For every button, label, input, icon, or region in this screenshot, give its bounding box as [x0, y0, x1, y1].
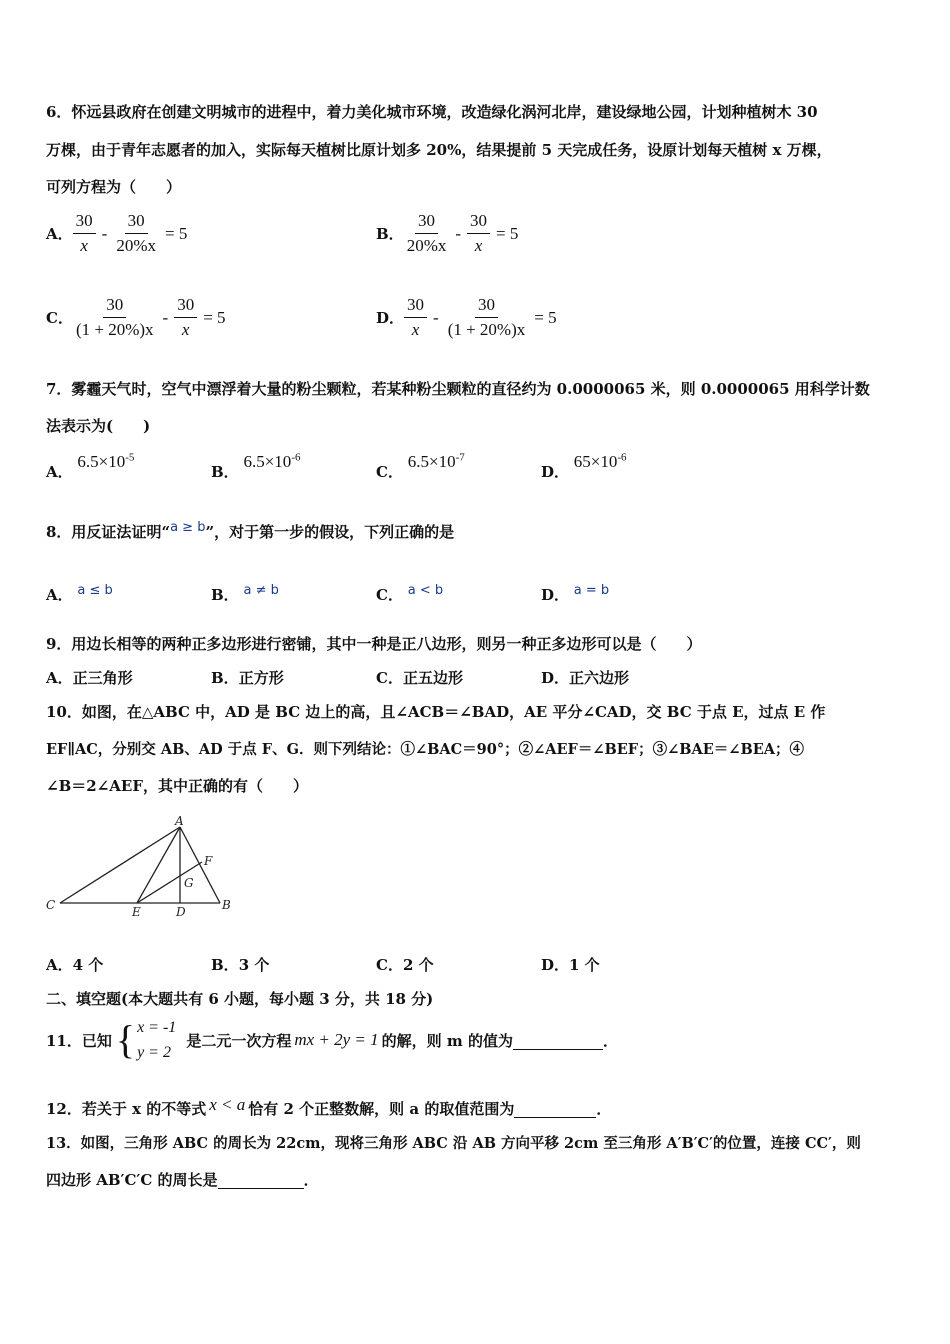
- q6-stem-line2: 万棵，由于青年志愿者的加入，实际每天植树比原计划多 20%，结果提前 5 天完成任务，设原计划每天植树 x 万棵，: [46, 141, 832, 159]
- segment-ae: [137, 827, 180, 903]
- q12-stem: 12．若关于 x 的不等式 x < a 恰有 2 个正整数解，则 a 的取值范围为 ．: [46, 1094, 612, 1118]
- q11-stem: 11．已知 { x = -1 y = 2 是二元一次方程 mx + 2y = 1 的解，则 m 的值为 ．: [46, 1012, 618, 1068]
- section-heading-fill-in: 二、填空题(本大题共有 6 小题，每小题 3 分，共 18 分): [46, 990, 434, 1008]
- fraction: $\frac{30}{20\%x}$: [116, 211, 156, 255]
- q8-stem: 8．用反证法证明“a ≥ b”，对于第一步的假设，下列正确的是: [46, 520, 455, 541]
- math-inline: a = b: [573, 583, 610, 598]
- q8-option-b[interactable]: [211, 578, 279, 604]
- q6-stem-line3: 可列方程为（ ）: [46, 178, 182, 196]
- fraction: $\frac{30}{x}$: [467, 211, 490, 256]
- option-letter: C．: [376, 463, 403, 481]
- sci-notation: $6.5\times 10^{-6}$: [243, 451, 301, 471]
- q10-option-c[interactable]: C．2 个: [376, 956, 434, 974]
- q6-option-d[interactable]: D． $\frac{30}{x}$ - $\frac{30}{(1 + 20\%)x}$ = 5: [376, 295, 557, 339]
- option-letter: D．: [541, 463, 570, 481]
- label-g: G: [184, 876, 194, 890]
- option-letter: D．: [376, 309, 405, 327]
- q7-stem-line1: 7．雾霾天气时，空气中漂浮着大量的粉尘颗粒，若某种粉尘颗粒的直径约为 0.0000065 米，则 0.0000065 用科学计数: [46, 380, 870, 398]
- q8-option-a[interactable]: [46, 578, 113, 604]
- option-letter: A．: [46, 586, 73, 604]
- label-f: F: [204, 854, 213, 868]
- q6-option-b[interactable]: B． $\frac{30}{20\%x}$ - $\frac{30}{x}$ = 5: [376, 211, 519, 255]
- equation-inline: mx + 2y = 1: [294, 1030, 379, 1049]
- fraction: $\frac{30}{x}$: [404, 295, 427, 340]
- option-letter: A．: [46, 463, 73, 481]
- equation-system: { x = -1 y = 2: [115, 1017, 177, 1062]
- q13-stem-line2: 四边形 AB′C′C 的周长是 ．: [46, 1171, 319, 1189]
- q7-option-b[interactable]: [211, 451, 301, 481]
- option-letter: B．: [211, 463, 239, 481]
- fraction: $\frac{30}{20\%x}$: [406, 211, 447, 255]
- q10-triangle-figure: [40, 815, 250, 925]
- label-c: C: [46, 898, 56, 912]
- q9-option-c[interactable]: C．正五边形: [376, 669, 463, 687]
- segment-ab: [180, 827, 220, 903]
- label-e: E: [132, 905, 141, 919]
- label-a: A: [175, 815, 184, 828]
- option-letter: A．: [46, 225, 73, 243]
- q10-option-b[interactable]: B．3 个: [211, 956, 270, 974]
- segment-ca: [60, 827, 180, 903]
- q10-option-d[interactable]: D．1 个: [541, 956, 600, 974]
- option-letter: B．: [211, 586, 239, 604]
- q13-stem-line1: 13．如图，三角形 ABC 的周长为 22cm，现将三角形 ABC 沿 AB 方向平移 2cm 至三角形 A′B′C′的位置，连接 CC′，则: [46, 1135, 861, 1152]
- q7-stem-line2: 法表示为( ): [46, 417, 151, 435]
- inequality-inline: x < a: [209, 1094, 246, 1114]
- answer-blank[interactable]: [218, 1170, 304, 1189]
- q9-option-b[interactable]: B．正方形: [211, 669, 284, 687]
- q7-option-a[interactable]: [46, 451, 135, 481]
- math-inline: a ≠ b: [243, 583, 279, 598]
- option-letter: C．: [46, 309, 73, 327]
- answer-blank[interactable]: [513, 1031, 603, 1050]
- q10-stem-line1: 10．如图，在△ABC 中，AD 是 BC 边上的高，且∠ACB＝∠BAD，AE 平分∠CAD，交 BC 于点 E，过点 E 作: [46, 703, 826, 721]
- math-inline: a < b: [407, 583, 444, 598]
- fraction: $\frac{30}{x}$: [73, 211, 96, 256]
- sci-notation: $6.5\times 10^{-5}$: [77, 451, 135, 471]
- sci-notation: $6.5\times 10^{-7}$: [407, 451, 465, 471]
- q9-option-d[interactable]: D．正六边形: [541, 669, 630, 687]
- q8-option-c[interactable]: [376, 578, 444, 604]
- q9-stem: 9．用边长相等的两种正多边形进行密铺，其中一种是正八边形，则另一种正多边形可以是（ ）: [46, 635, 702, 653]
- option-letter: C．: [376, 586, 403, 604]
- math-inline: a ≤ b: [77, 583, 113, 598]
- q10-option-a[interactable]: A．4 个: [46, 956, 104, 974]
- answer-blank[interactable]: [514, 1099, 596, 1118]
- label-b: B: [222, 898, 231, 912]
- sci-notation: $65\times 10^{-6}$: [573, 451, 627, 471]
- fraction: $\frac{30}{(1 + 20\%)x}$: [75, 295, 154, 339]
- fraction: $\frac{30}{x}$: [174, 295, 197, 340]
- q7-option-d[interactable]: [541, 451, 627, 481]
- q6-option-c[interactable]: C． $\frac{30}{(1 + 20\%)x}$ - $\frac{30}{x}$ = 5: [46, 295, 226, 339]
- fraction: $\frac{30}{(1 + 20\%)x}$: [447, 295, 526, 339]
- option-letter: B．: [376, 225, 404, 243]
- q6-option-a[interactable]: A． $\frac{30}{x}$ - $\frac{30}{20\%x}$ = 5: [46, 211, 188, 255]
- option-letter: D．: [541, 586, 570, 604]
- q8-option-d[interactable]: [541, 578, 610, 604]
- q7-option-c[interactable]: [376, 451, 465, 481]
- q10-stem-line2: EF∥AC，分别交 AB、AD 于点 F、G．则下列结论：①∠BAC＝90°；②∠AEF＝∠BEF；③∠BAE＝∠BEA；④: [46, 741, 804, 758]
- q9-option-a[interactable]: A．正三角形: [46, 669, 133, 687]
- math-inline: a ≥ b: [170, 520, 206, 535]
- label-d: D: [176, 905, 186, 919]
- q10-stem-line3: ∠B＝2∠AEF，其中正确的有（ ）: [46, 777, 308, 795]
- q6-stem-line1: 6．怀远县政府在创建文明城市的进程中，着力美化城市环境，改造绿化涡河北岸，建设绿地公园，计划种植树木 30: [46, 103, 818, 121]
